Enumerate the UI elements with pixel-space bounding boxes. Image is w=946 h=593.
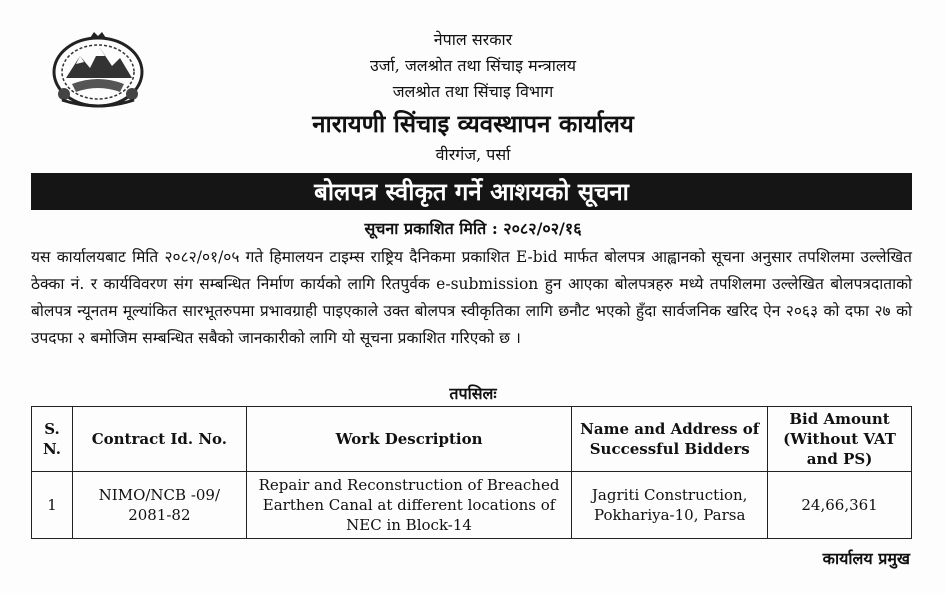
cell-contract-id: NIMO/NCB -09/ 2081-82 xyxy=(72,472,246,539)
table-row xyxy=(32,472,912,539)
bid-table xyxy=(31,406,912,539)
table-header-row xyxy=(32,407,912,472)
schedule-label: तपसिलः xyxy=(449,384,497,403)
header-bid-amount: Bid Amount (Without VAT and PS) xyxy=(768,407,912,472)
publish-date: सूचना प्रकाशित मिति : २०८२/०२/१६ xyxy=(364,219,582,238)
header-work-description: Work Description xyxy=(246,407,572,472)
notice-title: बोलपत्र स्वीकृत गर्ने आशयको सूचना xyxy=(31,173,912,210)
cell-sn: 1 xyxy=(32,472,73,539)
office-location: वीरगंज, पर्सा xyxy=(435,145,511,164)
government-name: नेपाल सरकार xyxy=(433,30,513,49)
cell-bidder: Jagriti Construction, Pokhariya-10, Parsa xyxy=(572,472,768,539)
header-sn: S. N. xyxy=(32,407,73,472)
notice-body: यस कार्यालयबाट मिति २०८२/०१/०५ गते हिमालयन टाइम्स राष्ट्रिय दैनिकमा प्रकाशित E-bid मार्फत बोलपत्र आह्वानको सूचना अनुसार तपशिलमा उल्लेखित ठेक्का नं. र कार्यविवरण संग सम्बन्धित निर्माण कार्यको लागि रितपुर्वक e-submission हुन आएका बोलपत्रहरु मध्ये तपशिलमा उल्लेखित बोलपत्रदाताको बोलपत्र न्यूनतम मूल्यांकित सारभूतरुपमा प्रभावग्राही पाइएकाले उक्त बोलपत्र स्वीकृतिका लागि छनौट भएको हुँदा सार्वजनिक खरिद ऐन २०६३ को दफा २७ को उपदफा २ बमोजिम सम्बन्धित सबैको जानकारीको लागि यो सूचना प्रकाशित गरिएको छ । xyxy=(31,248,912,347)
header-bidder: Name and Address of Successful Bidders xyxy=(572,407,768,472)
cell-work-description: Repair and Reconstruction of Breached Earthen Canal at different locations of NEC in Block-14 xyxy=(246,472,572,539)
office-name: नारायणी सिंचाइ व्यवस्थापन कार्यालय xyxy=(312,109,634,138)
header-contract-id: Contract Id. No. xyxy=(72,407,246,472)
department-name: जलश्रोत तथा सिंचाइ विभाग xyxy=(392,82,554,101)
ministry-name: उर्जा, जलश्रोत तथा सिंचाइ मन्त्रालय xyxy=(369,56,576,75)
signature-label: कार्यालय प्रमुख xyxy=(822,549,910,568)
cell-bid-amount: 24,66,361 xyxy=(768,472,912,539)
